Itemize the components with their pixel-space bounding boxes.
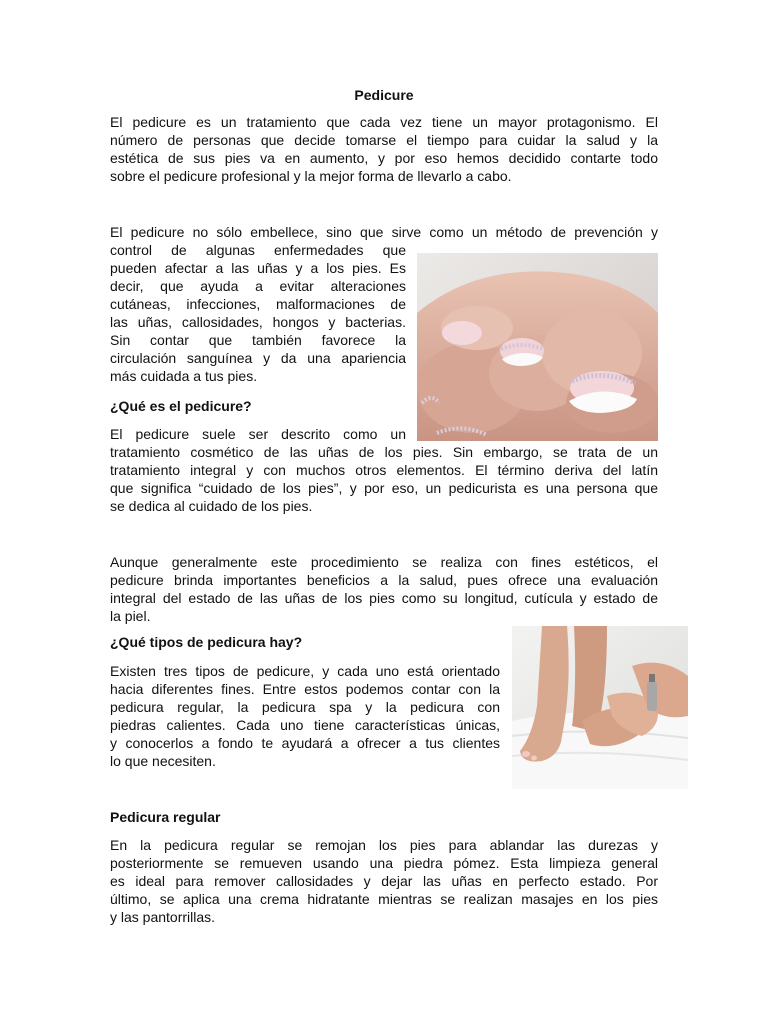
text-line: Sin contar que también favorece la bbox=[110, 332, 406, 348]
text-line: lo que necesiten. bbox=[110, 753, 216, 769]
foot-massage-image bbox=[512, 626, 688, 789]
text-line: más cuidada a tus pies. bbox=[110, 368, 258, 384]
text-line: que significa “cuidado de los pies”, y por eso, un pedicurista es una persona que bbox=[110, 480, 658, 496]
text-line: las uñas, callosidades, hongos y bacterias. bbox=[110, 314, 406, 330]
paragraph-definition-wrap bbox=[110, 425, 406, 443]
text-line: Aunque generalmente este procedimiento se realiza con fines estéticos, el bbox=[110, 554, 658, 570]
text-line: integral del estado de las uñas de los pies como su longitud, cutícula y estado de bbox=[110, 590, 658, 606]
text-line: cutáneas, infecciones, malformaciones de bbox=[110, 296, 406, 312]
paragraph-regular bbox=[110, 836, 658, 926]
pedicure-toes-photo bbox=[417, 253, 658, 441]
document-title: Pedicure bbox=[354, 87, 414, 103]
heading-tipos: ¿Qué tipos de pedicura hay? bbox=[110, 634, 303, 650]
text-line: pueden afectar a las uñas y a los pies. Es bbox=[110, 260, 406, 276]
text-line: y las pantorrillas. bbox=[110, 909, 216, 925]
paragraph-benefits bbox=[110, 553, 658, 625]
text-line: tratamiento integral y con muchos otros elementos. El término deriva del latín bbox=[110, 462, 658, 478]
text-line: la piel. bbox=[110, 608, 151, 624]
text-line: es ideal para remover callosidades y dejar las uñas en perfecto estado. Por bbox=[110, 873, 658, 889]
paragraph-prevention bbox=[110, 223, 658, 241]
text-line: El pedicure es un tratamiento que cada vez tiene un mayor protagonismo. El bbox=[110, 114, 658, 130]
text-line: piedras calientes. Cada uno tiene características únicas, bbox=[110, 717, 500, 733]
text-line: circulación sanguínea y da una apariencia bbox=[110, 350, 406, 366]
text-line: hacia diferentes fines. Entre estos podemos contar con la bbox=[110, 681, 500, 697]
paragraph-types bbox=[110, 662, 500, 770]
foot-massage-photo bbox=[512, 626, 688, 789]
paragraph-prevention-wrap bbox=[110, 241, 406, 385]
text-line: posteriormente se remueven usando una piedra pómez. Esta limpieza general bbox=[110, 855, 658, 871]
text-line: pedicura regular, la pedicura spa y la pedicura con bbox=[110, 699, 500, 715]
pedicure-toes-image bbox=[417, 253, 658, 441]
paragraph-intro bbox=[110, 113, 658, 185]
text-line: último, se aplica una crema hidratante mientras se realizan masajes en los pies bbox=[110, 891, 658, 907]
text-line: sobre el pedicure profesional y la mejor forma de llevarlo a cabo. bbox=[110, 168, 512, 184]
text-line: Existen tres tipos de pedicure, y cada uno está orientado bbox=[110, 663, 500, 679]
heading-que-es: ¿Qué es el pedicure? bbox=[110, 398, 252, 414]
text-line: El pedicure suele ser descrito como un bbox=[110, 426, 406, 442]
text-line: se dedica al cuidado de los pies. bbox=[110, 498, 313, 514]
text-line: estética de sus pies va en aumento, y por eso hemos decidido contarte todo bbox=[110, 150, 658, 166]
text-line: pedicure brinda importantes beneficios a la salud, pues ofrece una evaluación bbox=[110, 572, 658, 588]
heading-pedicura-regular: Pedicura regular bbox=[110, 809, 221, 825]
text-line: tratamiento cosmético de las uñas de los pies. Sin embargo, se trata de un bbox=[110, 444, 658, 460]
text-line: En la pedicura regular se remojan los pies para ablandar las durezas y bbox=[110, 837, 658, 853]
text-line: y conocerlos a fondo te ayudará a ofrecer a tus clientes bbox=[110, 735, 500, 751]
paragraph-definition bbox=[110, 443, 658, 515]
text-line: decir, que ayuda a evitar alteraciones bbox=[110, 278, 406, 294]
text-line: número de personas que decide tomarse el tiempo para cuidar la salud y la bbox=[110, 132, 658, 148]
text-line: control de algunas enfermedades que bbox=[110, 242, 406, 258]
text-line: El pedicure no sólo embellece, sino que sirve como un método de prevención y bbox=[110, 224, 658, 240]
